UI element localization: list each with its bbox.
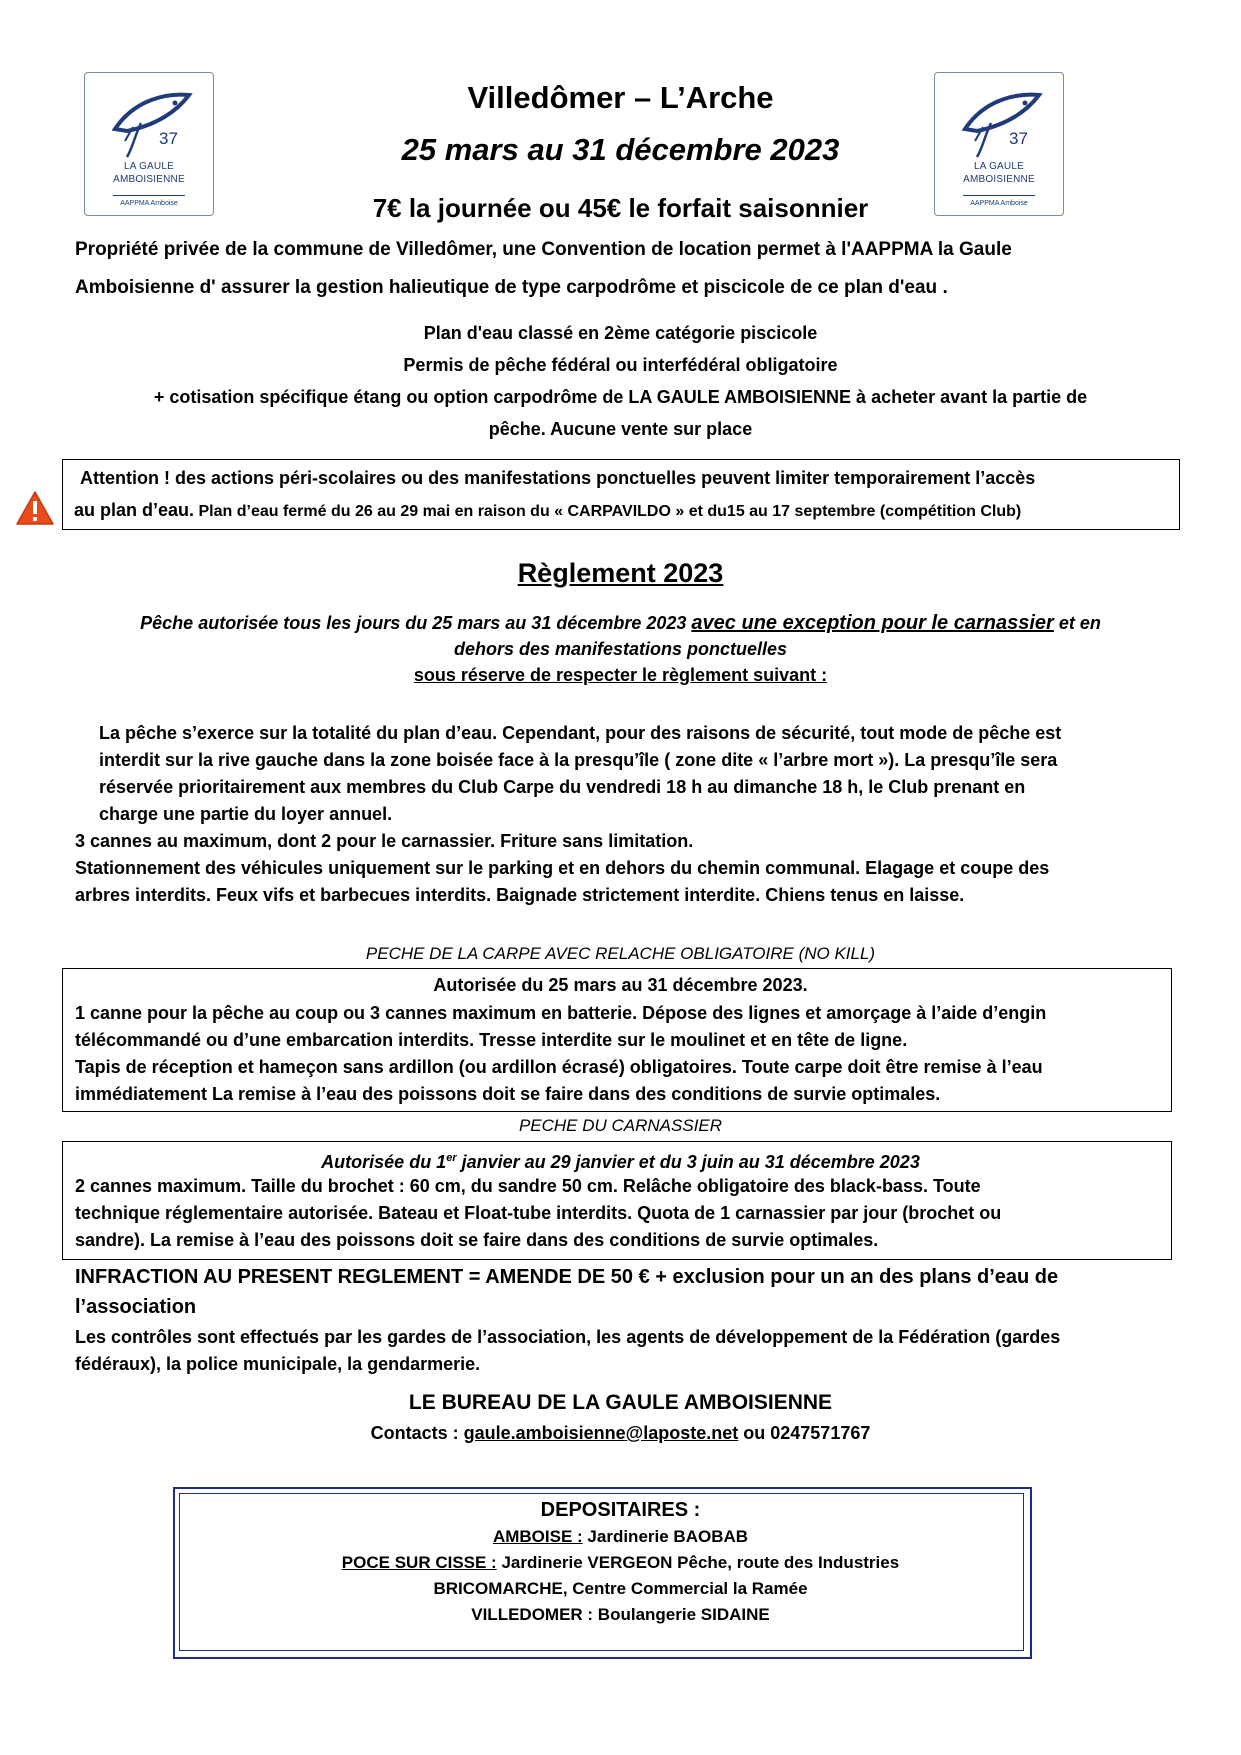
amboise-label: AMBOISE : [492,1527,583,1546]
warning-line-1: Attention ! des actions péri-scolaires ou des manifestations ponctuelles peuvent limiter temporairement l’accès [80,468,1036,488]
carnassier-period [0,1145,1241,1176]
carpe-line: immédiatement La remise à l’eau des poissons doit se faire dans des conditions de survie optimales. [75,1084,941,1104]
warning-icon [15,490,55,526]
depositaire-amboise [0,1524,1241,1549]
carpe-line: 1 canne pour la pêche au coup ou 3 cannes maximum en batterie. Dépose des lignes et amorçage à l’aide d’engin [75,1003,1047,1023]
logo-text-2: AMBOISIENNE [963,174,1035,185]
carnassier-rules [75,1173,1185,1254]
para2-line: arbres interdits. Feux vifs et barbecues interdits. Baignade strictement interdite. Chiens tenus en laisse. [75,885,965,905]
condition-line-4: pêche. Aucune vente sur place [488,419,753,439]
warning-text-a: au plan d’eau. [74,500,195,520]
contact-phone: ou 0247571767 [738,1423,871,1443]
carpe-title: PECHE DE LA CARPE AVEC RELACHE OBLIGATOIRE (NO KILL) [365,944,876,963]
lead-text-a: Pêche autorisée tous les jours du 25 mars au 31 décembre 2023 [140,613,692,633]
condition-line-2: Permis de pêche fédéral ou interfédéral obligatoire [403,355,838,375]
poce-label: POCE SUR CISSE : [341,1553,497,1572]
carnassier-title: PECHE DU CARNASSIER [518,1116,723,1135]
condition-line-3: + cotisation spécifique étang ou option carpodrôme de LA GAULE AMBOISIENNE à acheter avant la partie de [153,387,1088,407]
reglement-lead-3: sous réserve de respecter le règlement suivant : [413,665,828,685]
poce-value: Jardinerie VERGEON Pêche, route des Industries [496,1553,900,1572]
depositaire-brico: BRICOMARCHE, Centre Commercial la Ramée [433,1579,808,1598]
contact-email-link[interactable]: gaule.amboisienne@laposte.net [463,1423,739,1443]
carpe-period: Autorisée du 25 mars au 31 décembre 2023. [433,975,808,995]
depositaire-villedomer: VILLEDOMER : Boulangerie SIDAINE [471,1605,770,1624]
para1-line: charge une partie du loyer annuel. [99,804,393,824]
reglement-lead-2: dehors des manifestations ponctuelles [453,639,788,659]
logo-text-1: LA GAULE [124,161,174,172]
lead-text-c: et en [1053,613,1101,633]
carnassier-line: sandre). La remise à l’eau des poissons doit se faire dans des conditions de survie optimales. [75,1230,879,1250]
period-text-a: Autorisée du 1 [321,1152,447,1172]
depositaires-title: DEPOSITAIRES : [540,1499,701,1521]
bureau-signature: LE BUREAU DE LA GAULE AMBOISIENNE [408,1391,833,1414]
page-title: Villedômer – L’Arche [467,80,774,115]
page-price: 7€ la journée ou 45€ le forfait saisonnier [372,193,869,223]
logo-text-3: AAPPMA Amboise [120,200,178,207]
logo-text-3: AAPPMA Amboise [970,200,1028,207]
para2-line: Stationnement des véhicules uniquement sur le parking et en dehors du chemin communal. Elagage et coupe des [75,858,1050,878]
intro-line-1: Propriété privée de la commune de Villedômer, une Convention de location permet à l'AAPPMA la Gaule [75,239,1012,260]
logo-number: 37 [159,129,178,148]
contacts-label: Contacts : [370,1423,464,1443]
reglement-para-1 [99,720,1199,828]
para1-line: réservée prioritairement aux membres du Club Carpe du vendredi 18 h au dimanche 18 h, le Club prenant en [99,777,1026,797]
condition-line-1: Plan d'eau classé en 2ème catégorie piscicole [423,323,818,343]
reglement-lead [0,610,1241,636]
para1-line: La pêche s’exerce sur la totalité du plan d’eau. Cependant, pour des raisons de sécurité, tout mode de pêche est [99,723,1062,743]
lead-text-b: avec une exception pour le carnassier [691,612,1054,634]
amboise-value: Jardinerie BAOBAB [582,1527,749,1546]
para2-line: 3 cannes au maximum, dont 2 pour le carnassier. Friture sans limitation. [75,831,694,851]
infraction-line-2: l’association [75,1296,197,1318]
logo-number: 37 [1009,129,1028,148]
controle-line-2: fédéraux), la police municipale, la gendarmerie. [75,1354,481,1374]
logo-text-1: LA GAULE [974,161,1024,172]
page-dates: 25 mars au 31 décembre 2023 [401,132,840,167]
carpe-line: Tapis de réception et hameçon sans ardillon (ou ardillon écrasé) obligatoires. Toute carpe doit être remise à l’eau [75,1057,1043,1077]
logo-text-2: AMBOISIENNE [113,174,185,185]
carpe-rules [75,1000,1185,1108]
intro-line-2: Amboisienne d' assurer la gestion halieutique de type carpodrôme et piscicole de ce plan d'eau . [75,277,948,298]
para1-line: interdit sur la rive gauche dans la zone boisée face à la presqu’île ( zone dite « l’arbre mort »). La presqu’île sera [99,750,1058,770]
depositaire-poce [0,1550,1241,1575]
period-text-b: janvier au 29 janvier et du 3 juin au 31 décembre 2023 [456,1152,920,1172]
controle-line-1: Les contrôles sont effectués par les gardes de l’association, les agents de développement de la Fédération (gardes [75,1327,1061,1347]
reglement-title: Règlement 2023 [517,558,724,588]
warning-line-2 [74,497,1174,524]
warning-text-b: Plan d’eau fermé du 26 au 29 mai en raison du « CARPAVILDO » et du15 au 17 septembre (compétition Club) [198,503,1022,520]
carpe-line: télécommandé ou d’une embarcation interdits. Tresse interdite sur le moulinet et en tête de ligne. [75,1030,908,1050]
carnassier-line: technique réglementaire autorisée. Bateau et Float-tube interdits. Quota de 1 carnassier par jour (brochet ou [75,1203,1002,1223]
contacts-line [0,1420,1241,1447]
infraction-line-1: INFRACTION AU PRESENT REGLEMENT = AMENDE DE 50 € + exclusion pour un an des plans d’eau de [75,1266,1059,1288]
carnassier-line: 2 cannes maximum. Taille du brochet : 60 cm, du sandre 50 cm. Relâche obligatoire des black-bass. Toute [75,1176,981,1196]
reglement-para-2 [75,828,1195,909]
period-sup: er [446,1152,457,1164]
